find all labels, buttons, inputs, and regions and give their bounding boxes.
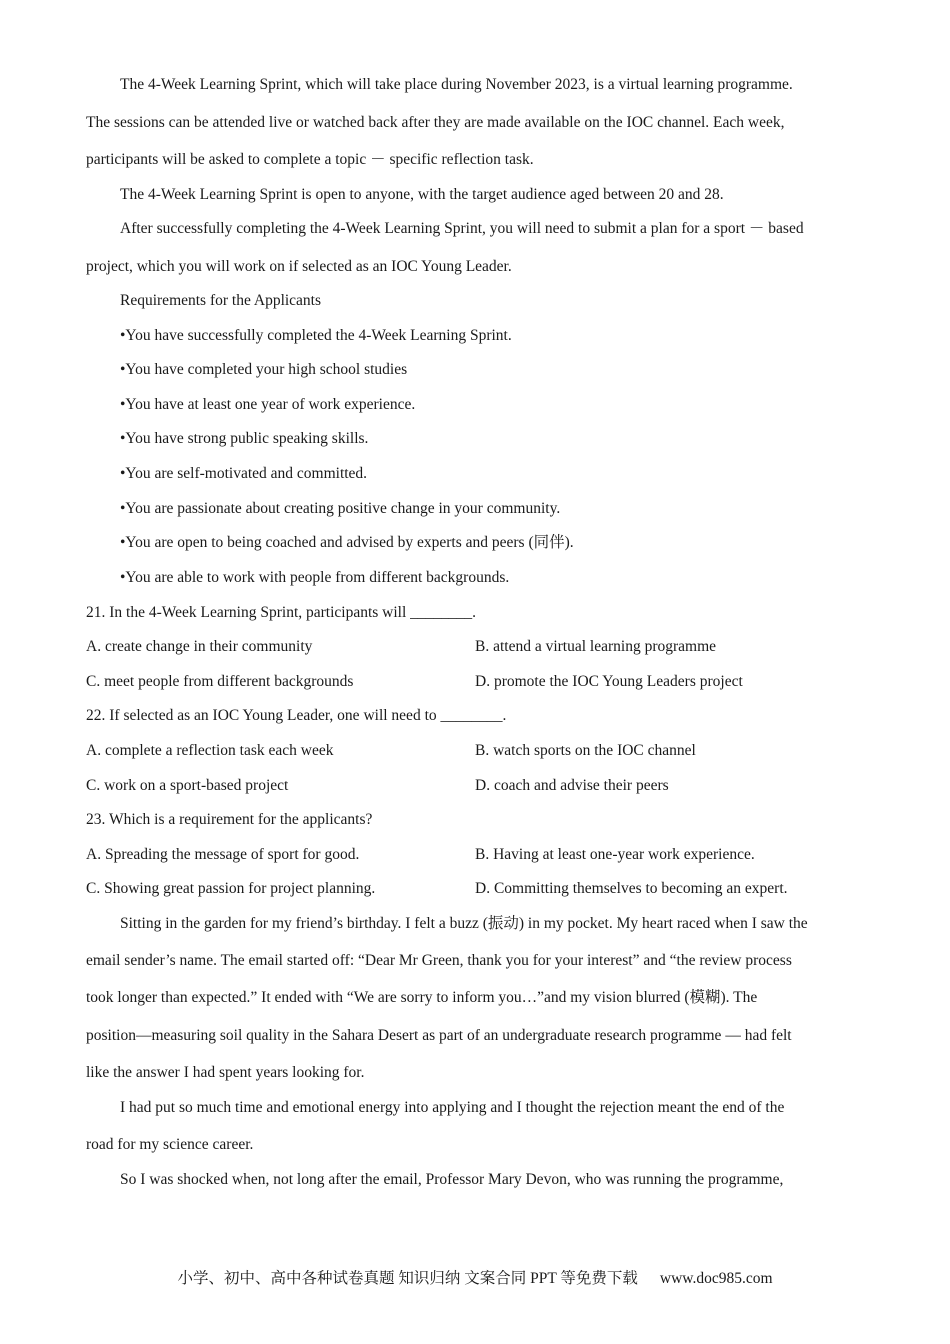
option-23-d: D. Committing themselves to becoming an expert. [475,880,788,897]
option-21-a: A. create change in their community [86,638,313,655]
passage1-line: The sessions can be attended live or watched back after they are made available on the IOC channel. Each week, [86,114,785,131]
question-stem-23: 23. Which is a requirement for the applicants? [86,811,373,828]
option-22-c: C. work on a sport-based project [86,777,289,794]
passage1-line: The 4-Week Learning Sprint is open to anyone, with the target audience aged between 20 and 28. [120,186,724,203]
option-21-b: B. attend a virtual learning programme [475,638,717,655]
option-22-a: A. complete a reflection task each week [86,742,334,759]
question-stem-22: 22. If selected as an IOC Young Leader, one will need to ________. [86,707,507,724]
option-23-a: A. Spreading the message of sport for good. [86,846,360,863]
requirement-item: •You are able to work with people from different backgrounds. [120,569,510,586]
passage1-line: project, which you will work on if selected as an IOC Young Leader. [86,258,512,275]
passage2-line: I had put so much time and emotional energy into applying and I thought the rejection meant the end of the [120,1099,785,1116]
passage1-line: After successfully completing the 4-Week Learning Sprint, you will need to submit a plan for a sport － based [120,220,804,237]
requirement-item: •You have completed your high school studies [120,361,408,378]
passage1-line: The 4-Week Learning Sprint, which will take place during November 2023, is a virtual learning programme. [120,76,793,93]
question-stem-21: 21. In the 4-Week Learning Sprint, participants will ________. [86,604,477,621]
requirement-item: •You have successfully completed the 4-Week Learning Sprint. [120,327,512,344]
passage2-line: position—measuring soil quality in the Sahara Desert as part of an undergraduate research programme — had felt [86,1027,792,1044]
requirement-item: •You are passionate about creating positive change in your community. [120,500,561,517]
passage1-line: participants will be asked to complete a topic － specific reflection task. [86,151,534,168]
option-22-d: D. coach and advise their peers [475,777,669,794]
option-21-c: C. meet people from different backgrounds [86,673,354,690]
footer-text: 小学、初中、高中各种试卷真题 知识归纳 文案合同 PPT 等免费下载 [177,1270,638,1287]
requirement-item: •You are open to being coached and advised by experts and peers (同伴). [120,534,574,551]
footer-url[interactable]: www.doc985.com [659,1270,773,1287]
passage2-line: like the answer I had spent years looking for. [86,1064,365,1081]
passage2-line: road for my science career. [86,1136,254,1153]
requirement-item: •You have strong public speaking skills. [120,430,369,447]
option-22-b: B. watch sports on the IOC channel [475,742,696,759]
requirements-heading: Requirements for the Applicants [120,292,322,309]
requirement-item: •You are self-motivated and committed. [120,465,368,482]
page-footer [0,1270,950,1288]
option-21-d: D. promote the IOC Young Leaders project [475,673,743,690]
passage2-line: took longer than expected.” It ended with “We are sorry to inform you…”and my vision blurred (模糊). The [86,989,758,1006]
option-23-c: C. Showing great passion for project planning. [86,880,376,897]
requirement-item: •You have at least one year of work experience. [120,396,416,413]
passage2-line: Sitting in the garden for my friend’s birthday. I felt a buzz (振动) in my pocket. My heart raced when I saw the [120,915,808,932]
passage2-line: So I was shocked when, not long after the email, Professor Mary Devon, who was running the programme, [120,1171,784,1188]
option-23-b: B. Having at least one-year work experience. [475,846,755,863]
passage2-line: email sender’s name. The email started off: “Dear Mr Green, thank you for your interest” and “the review process [86,952,792,969]
